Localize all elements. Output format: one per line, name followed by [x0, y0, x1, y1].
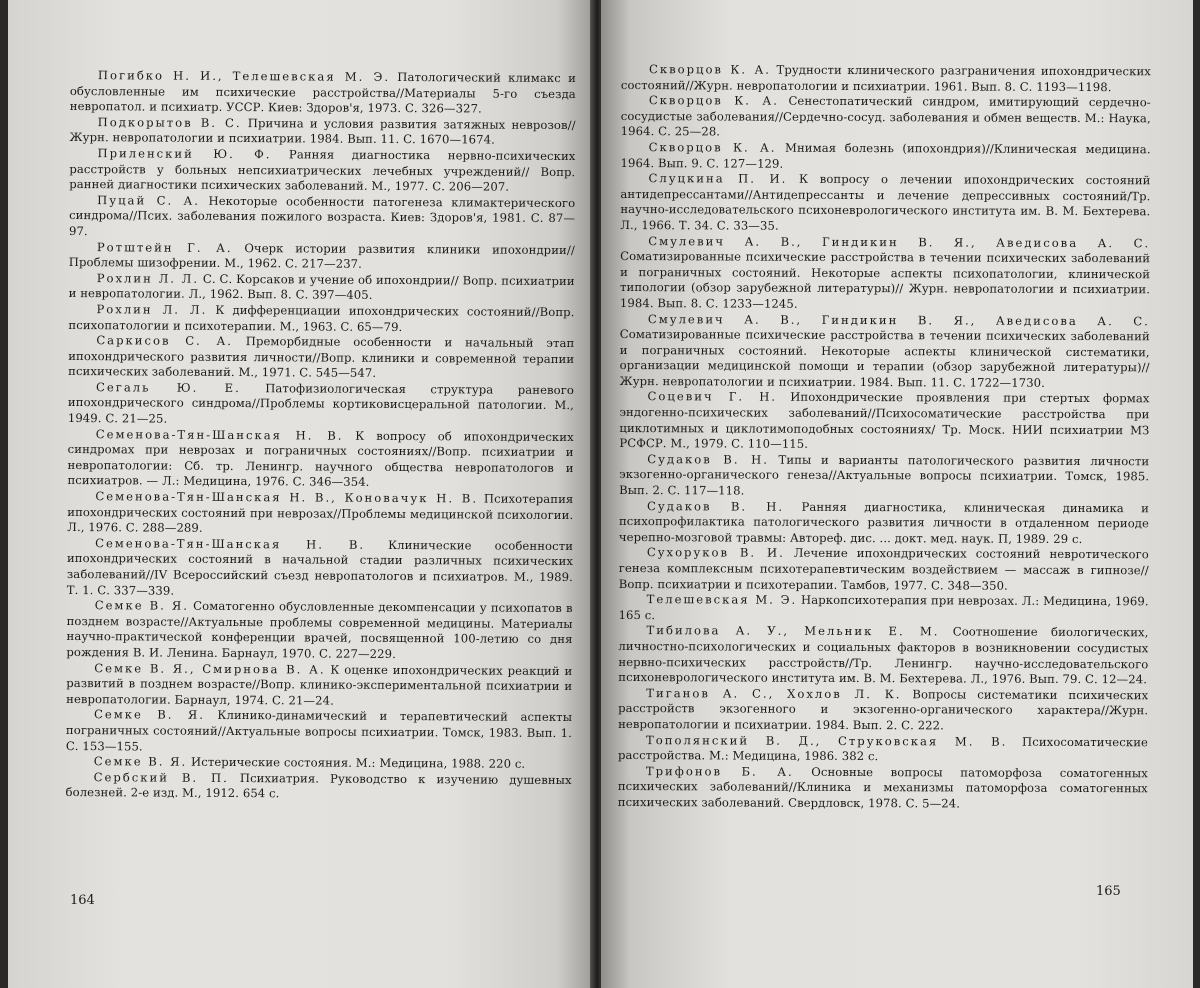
bibliography-entry [620, 311, 1150, 391]
left-page [8, 0, 593, 988]
page-number: 165 [1096, 884, 1121, 899]
entry-text: Сенестопатический синдром, имитирующий сердечно-сосудистые заболевания//Сердечно-сосуд. заболевания и обмен веществ. М.: Наука, 1964. С. 25—28. [620, 93, 1151, 139]
entry-author: Скворцов К. А. [648, 93, 779, 108]
entry-author: Телешевская М. Э. [646, 592, 798, 607]
entry-text: Вопросы систематики психических расстройств экзогенного и экзогенно-органического характера//Журн. невропатологии и психиатрии. 1984. Вып. 2. С. 222. [618, 687, 1149, 733]
bibliography-entry [69, 271, 575, 305]
entry-text: Соотношение биологических, личностно-психологических и социальных факторов в возникновении сосудистых нервно-психических расстройств//Тр. Ленингр. научно-исследовательского психоневрологического института им. В. М. Бехтерева. Л., 1976. Вып. 79. С. 12—24. [618, 624, 1149, 687]
entry-text: Типы и варианты патологического развития личности экзогенно-органического генеза//Актуальные вопросы психиатрии. Томск, 1985. Вып. 2. С. 117—118. [619, 452, 1150, 498]
entry-text: Причина и условия развития затяжных неврозов//Журн. невропатологии и психиатрии. 1984. Вып. 11. С. 1670—1674. [69, 115, 576, 147]
entry-text: Соматизированные психические расстройства в течении психических заболеваний и пограничных состояний. Некоторые аспекты клинической систематики, организации медицинской помощи и терапии (обзор зарубежной литературы)//Журн. невропатологии и психиатрии. 1984. Вып. 11. С. 1722—1730. [619, 327, 1150, 390]
entry-text: Психиатрия. Руководство к изучению душевных болезней. 2-е изд. М., 1912. 654 с. [65, 770, 572, 801]
bibliography-entry [618, 733, 1148, 766]
bibliography-entry [67, 427, 573, 492]
bibliography-entry [66, 598, 572, 663]
entry-text: Ранняя диагностика нервно-психических расстройств у больных непсихиатрических лечебных учреждений// Вопр. ранней диагностики психических заболеваний. М., 1977. С. 206—207. [69, 147, 576, 194]
entry-author: Семке В. Я. [94, 707, 205, 723]
bibliography-entry [69, 146, 575, 196]
entry-author: Погибко Н. И., Телешевская М. Э. [97, 68, 391, 84]
entry-text: Патофизиологическая структура раневого ипохондрического синдрома//Проблемы кортиковисцеральной патологии. М., 1949. С. 21—25. [67, 381, 575, 426]
entry-author: Сербский В. П. [93, 769, 229, 785]
bibliography-entry [621, 93, 1151, 142]
entry-author: Скворцов К. А. [648, 62, 772, 77]
entry-text: Трудности клинического разграничения ипохондрических состояний//Журн. невропатологии и психиатрии. 1961. Вып. 8. С. 1193—1198. [620, 62, 1151, 94]
bibliography-entry [67, 536, 573, 601]
bibliography-entry [69, 193, 575, 243]
right-page [601, 0, 1193, 988]
bibliography-entry [70, 115, 576, 149]
bibliography-entry [69, 240, 575, 274]
entry-author: Саркисов С. А. [96, 333, 233, 349]
entry-text: Некоторые особенности патогенеза климактерического синдрома//Псих. заболевания пожилого возраста. Киев: Здоров'я, 1981. С. 87—97. [68, 193, 576, 239]
entry-text: Соматогенно обусловленные декомпенсации у психопатов в позднем возрасте//Актуальные проблемы современной медицины. Материалы научно-практической конференции врачей, посвященной 100-летию со дня рождения В. И. Ленина. Барнаул, 1970. С. 227—229. [66, 598, 573, 661]
entry-text: Психотерапия ипохондрических состояний при неврозах//Проблемы медицинской психологии. Л., 1976. С. 288—289. [67, 491, 574, 536]
bibliography-entry [621, 140, 1151, 173]
bibliography-entry [618, 764, 1148, 813]
entry-text: Преморбидные особенности и начальный этап ипохондрического развития личности//Вопр. клиники и современной терапии психических заболеваний. М., 1971. С. 545—547. [68, 334, 575, 381]
entry-author: Семенова-Тян-Шанская Н. В. [95, 535, 366, 552]
entry-text: Ранняя диагностика, клиническая динамика и психопрофилактика патологического развития личности в отдаленном периоде черепно-мозговой травмы: Автореф. дис. ... докт. мед. наук. П, 1989. 29 с. [618, 499, 1150, 546]
entry-text: Психосоматические расстройства. М.: Медицина, 1986. 382 с. [617, 734, 1149, 764]
bibliography-entry [66, 661, 572, 711]
entry-author: Сухоруков В. И. [646, 545, 785, 561]
page-number: 164 [70, 893, 95, 908]
entry-text: Патологический климакс и обусловленные им психические расстройства//Материалы 5-го съезда невропатол. и психиатр. УССР. Киев: Здоров'я, 1973. С. 326—327. [69, 69, 576, 116]
bibliography-entry [618, 686, 1148, 735]
entry-author: Скворцов К. А. [648, 140, 777, 155]
entry-author: Тополянский В. Д., Струковская М. В. [646, 732, 1008, 749]
entry-text: К оценке ипохондрических реакций и развитий в позднем возрасте//Вопр. клинико-экспериментальной психиатрии и невропатологии. Барнаул, 1974. С. 21—24. [66, 662, 573, 708]
bibliography-entry [66, 707, 572, 757]
entry-text: Клинико-динамический и терапевтический аспекты пограничных состояний//Актуальные вопросы психиатрии. Томск, 1983. Вып. 1. С. 153—155. [65, 708, 573, 753]
entry-author: Тиганов А. С., Хохлов Л. К. [646, 685, 902, 701]
entry-text: Наркопсихотерапия при неврозах. Л.: Медицина, 1969. 165 с. [618, 592, 1149, 622]
entry-author: Ротштейн Г. А. [96, 239, 233, 255]
bibliography-entry [68, 333, 574, 383]
entry-text: Мнимая болезнь (ипохондрия)//Клиническая медицина. 1964. Вып. 9. С. 127—129. [620, 140, 1151, 171]
entry-author: Трифонов Б. А. [645, 763, 794, 779]
bibliography-entry [619, 389, 1149, 454]
entry-author: Рохлин Л. Л. [96, 302, 208, 317]
bibliography-entry [620, 234, 1150, 314]
entry-text: Очерк истории развития клиники ипохондрии//Проблемы шизофрении. М., 1962. С. 217—237. [68, 240, 575, 271]
bibliography-column [66, 68, 576, 804]
bibliography-entry [67, 489, 573, 539]
bibliography-entry [619, 592, 1149, 625]
entry-author: Семке В. Я. [94, 598, 190, 613]
bibliography-entry [70, 68, 576, 118]
entry-author: Семенова-Тян-Шанская Н. В., Коновачук Н. В. [95, 489, 479, 506]
entry-author: Смулевич А. В., Гиндикин В. Я., Аведисова А. С. [648, 233, 1151, 250]
entry-text: К дифференциации ипохондрических состояний//Вопр. психопатологии и психотерапии. М., 1963. С. 65—79. [68, 302, 575, 334]
entry-text: К вопросу об ипохондрических синдромах при неврозах и пограничных состояниях//Вопр. психиатрии и невропатологии: Сб. тр. Ленингр. научного общества невропатологов и психиатров. — Л.: Медицина, 1976. С. 346—354. [67, 428, 574, 490]
entry-author: Сегаль Ю. Е. [96, 380, 241, 395]
bibliography-entry [619, 452, 1149, 501]
entry-text: Истерические состояния. М.: Медицина, 1988. 220 с. [191, 754, 526, 771]
entry-text: К вопросу о лечении ипохондрических состояний антидепрессантами//Антидепрессанты и лечение депрессивных состояний/Тр. научно-исследовательского психоневрологического института им. В. М. Бехтерева. Л., 1966. Т. 34. С. 33—35. [620, 171, 1151, 233]
entry-text: Ипохондрические проявления при стертых формах эндогенно-психических заболеваний//Психосоматические расстройства при циклотимных и циклотимоподобных состояниях/ Тр. Моск. НИИ психиатрии МЗ РСФСР. М., 1979. С. 110—115. [619, 390, 1150, 452]
entry-author: Слуцкина П. И. [648, 171, 788, 186]
entry-text: Клинические особенности ипохондрических состояний в начальной стадии различных психических заболеваний//IV Всероссийский съезд невропатологов и психиатров. М., 1989. Т. 1. С. 337—339. [66, 537, 574, 598]
bibliography-entry [66, 770, 572, 804]
bibliography-entry [619, 545, 1149, 594]
entry-author: Семенова-Тян-Шанская Н. В. [95, 426, 344, 443]
entry-author: Семке В. Я., Смирнова В. А. [94, 660, 326, 677]
entry-text: Лечение ипохондрических состояний невротического генеза комплексным психотерапевтическим воздействием — массаж в гипнозе//Вопр. психиатрии и психотерапии. Тамбов, 1977. С. 348—350. [618, 546, 1149, 593]
bibliography-entry [68, 380, 574, 430]
entry-author: Рохлин Л. Л. [96, 270, 200, 286]
entry-author: Соцевич Г. Н. [647, 389, 778, 405]
entry-author: Смулевич А. В., Гиндикин В. Я., Аведисова А. С. [647, 311, 1150, 328]
entry-author: Семке В. Я. [93, 754, 188, 769]
entry-author: Тибилова А. У., Мельник Е. М. [646, 623, 940, 639]
bibliography-entry [618, 623, 1148, 688]
entry-text: Соматизированные психические расстройства в течении психических заболеваний и пограничных состояний. Некоторые аспекты психопатологии, клинической типологии (обзор зарубежной литературы)// Журн. невропатологии и психиатрии. 1984. Вып. 8. С. 1233—1245. [619, 249, 1151, 311]
bibliography-entry [619, 499, 1149, 548]
bibliography-column [618, 62, 1151, 813]
bibliography-entry [620, 171, 1150, 236]
bibliography-entry [621, 62, 1151, 95]
bibliography-entry [68, 302, 574, 336]
entry-text: Основные вопросы патоморфоза соматогенных психических заболеваний//Клиника и механизмы патоморфоза соматогенных психических заболеваний. Свердловск, 1978. С. 5—24. [617, 764, 1148, 811]
entry-author: Пуцай С. А. [97, 192, 201, 208]
entry-author: Приленский Ю. Ф. [97, 146, 272, 162]
entry-author: Подкорытов В. С. [97, 114, 242, 130]
entry-author: Судаков В. Н. [647, 498, 785, 514]
entry-text: С. С. Корсаков и учение об ипохондрии// Вопр. психиатрии и невропатологии. Л., 1962. Вып. 8. С. 397—405. [68, 271, 575, 303]
entry-author: Судаков В. Н. [647, 451, 769, 467]
